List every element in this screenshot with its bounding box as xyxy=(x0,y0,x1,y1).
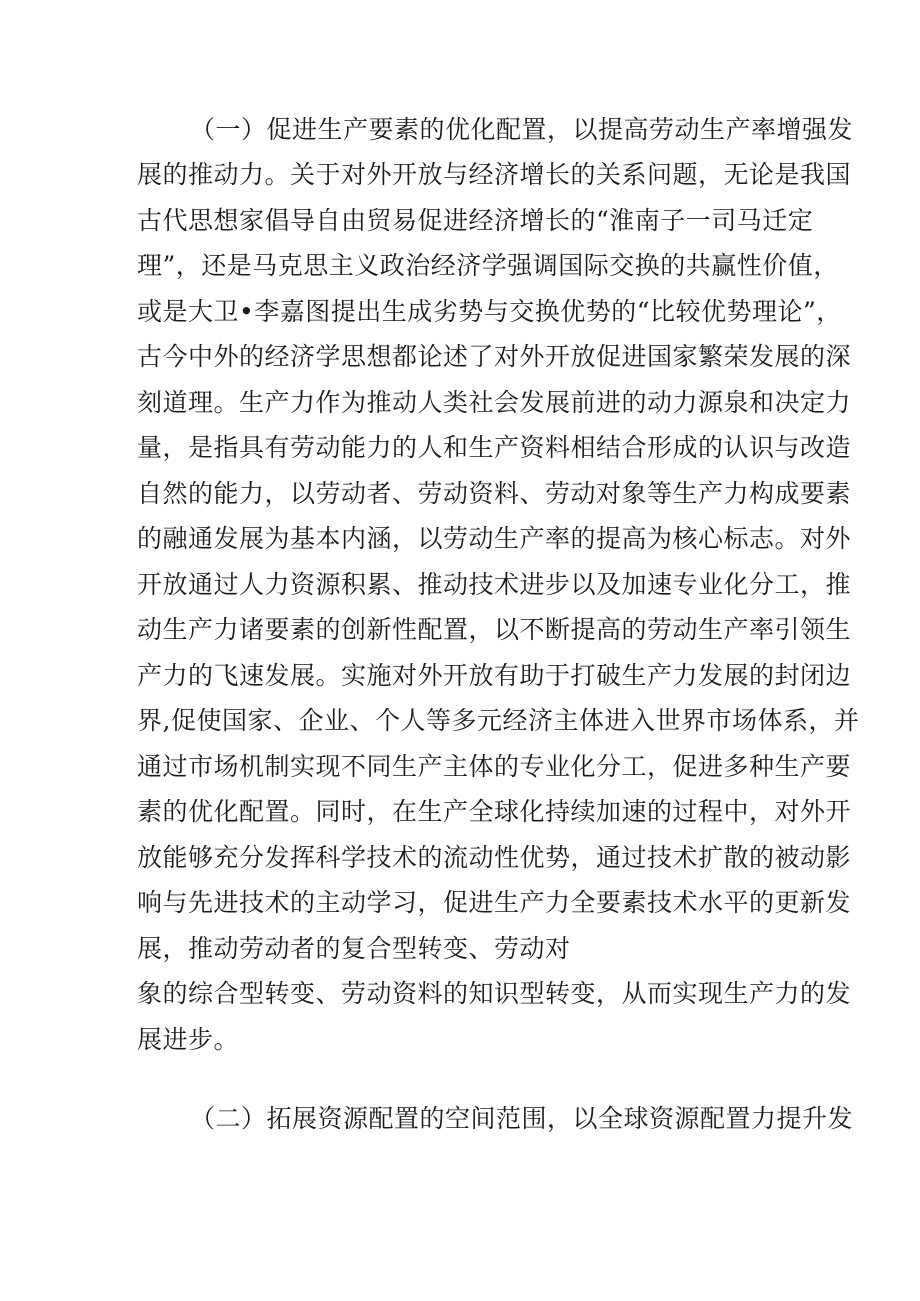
paragraph-1-line-2: 展的推动力。关于对外开放与经济增长的关系问题，无论是我国 xyxy=(137,160,852,189)
paragraph-1-line-21: 展进步。 xyxy=(137,1025,240,1054)
paragraph-1-line-5: 或是大卫•李嘉图提出生成劣势与交换优势的“比较优势理论”， xyxy=(137,297,842,326)
paragraph-1-line-13: 产力的飞速发展。实施对外开放有助于打破生产力发展的封闭边 xyxy=(137,661,852,690)
paragraph-1-line-18: 响与先进技术的主动学习，促进生产力全要素技术水平的更新发 xyxy=(137,888,852,917)
paragraph-1-line-1: （一）促进生产要素的优化配置，以提高劳动生产率增强发 xyxy=(190,115,854,144)
paragraph-1-line-6: 古今中外的经济学思想都论述了对外开放促进国家繁荣发展的深 xyxy=(137,342,852,371)
paragraph-1-line-12: 动生产力诸要素的创新性配置，以不断提高的劳动生产率引领生 xyxy=(137,615,852,644)
paragraph-1-line-19: 展，推动劳动者的复合型转变、劳动对 xyxy=(137,934,571,963)
paragraph-1-line-7: 刻道理。生产力作为推动人类社会发展前进的动力源泉和决定力 xyxy=(137,388,852,417)
paragraph-1-line-10: 的融通发展为基本内涵，以劳动生产率的提高为核心标志。对外 xyxy=(137,524,852,553)
paragraph-1-line-14: 界,促使国家、企业、个人等多元经济主体进入世界市场体系，并 xyxy=(137,706,860,735)
paragraph-1-line-17: 放能够充分发挥科学技术的流动性优势，通过技术扩散的被动影 xyxy=(137,843,852,872)
paragraph-1-line-9: 自然的能力，以劳动者、劳动资料、劳动对象等生产力构成要素 xyxy=(137,479,852,508)
paragraph-1-line-15: 通过市场机制实现不同生产主体的专业化分工，促进多种生产要 xyxy=(137,752,852,781)
paragraph-1-line-4: 理”，还是马克思主义政治经济学强调国际交换的共赢性价值， xyxy=(137,251,839,280)
paragraph-1-line-3: 古代思想家倡导自由贸易促进经济增长的“淮南子一司马迁定 xyxy=(137,206,814,235)
paragraph-1-line-8: 量，是指具有劳动能力的人和生产资料相结合形成的认识与改造 xyxy=(137,433,852,462)
paragraph-1-line-20: 象的综合型转变、劳动资料的知识型转变，从而实现生产力的发 xyxy=(137,979,852,1008)
paragraph-1-line-16: 素的优化配置。同时，在生产全球化持续加速的过程中，对外开 xyxy=(137,797,852,826)
paragraph-2-line-1: （二）拓展资源配置的空间范围，以全球资源配置力提升发 xyxy=(190,1104,854,1133)
paragraph-1-line-11: 开放通过人力资源积累、推动技术进步以及加速专业化分工，推 xyxy=(137,570,852,599)
